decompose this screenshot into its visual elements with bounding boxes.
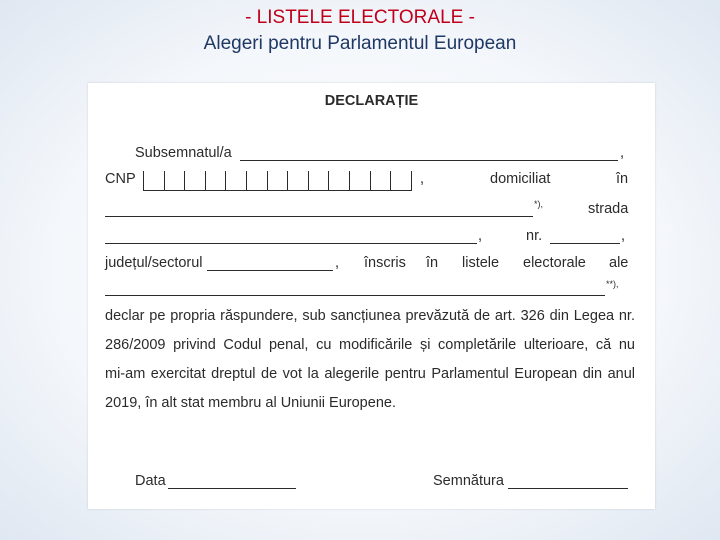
header-subtitle: Alegeri pentru Parlamentul European [203, 33, 517, 54]
signature-field-line[interactable] [508, 488, 628, 489]
number-field-line[interactable] [550, 243, 620, 244]
declaration-form [88, 83, 655, 509]
footnote-1 [534, 199, 543, 217]
declaration-body [105, 302, 635, 418]
date-field-line[interactable] [168, 488, 296, 489]
strada-text: strada [588, 201, 629, 217]
domiciliat-text: domiciliat [490, 171, 551, 187]
address-field-line[interactable] [105, 216, 533, 217]
comma: , [420, 171, 425, 187]
footnote-2-text: **), [606, 279, 619, 289]
cnp-cell[interactable] [329, 171, 350, 191]
cnp-cell[interactable] [268, 171, 289, 191]
in-text: în [426, 255, 439, 271]
cnp-cell[interactable] [144, 171, 165, 191]
cnp-cell[interactable] [391, 171, 412, 191]
electorale-text: electorale [523, 255, 586, 271]
subsemnatul-label: Subsemnatul/a [135, 145, 232, 161]
ale-text: ale [609, 255, 629, 271]
comma: , [335, 255, 340, 271]
listele-text: listele [462, 255, 500, 271]
cnp-field[interactable] [143, 171, 412, 191]
form-title: DECLARAȚIE [324, 93, 419, 109]
cnp-cell[interactable] [185, 171, 206, 191]
cnp-cell[interactable] [371, 171, 392, 191]
in-text: în [616, 171, 629, 187]
date-label: Data [135, 473, 166, 489]
cnp-cell[interactable] [206, 171, 227, 191]
inscris-text: înscris [364, 255, 406, 271]
comma: , [621, 228, 626, 244]
body-line-3: mi-am exercitat dreptul de vot la alegerile pentru Parlamentul European din anul [105, 366, 635, 382]
cnp-cell[interactable] [247, 171, 268, 191]
header-title: - LISTELE ELECTORALE - [245, 7, 475, 28]
body-line-4: 2019, în alt stat membru al Uniunii Europene. [105, 395, 396, 411]
cnp-label: CNP [105, 171, 136, 187]
cnp-cell[interactable] [309, 171, 330, 191]
body-line-2: 286/2009 privind Codul penal, cu modificările și completările ulterioare, că nu [105, 337, 635, 353]
body-line-1: declar pe propria răspundere, sub sancțiunea prevăzută de art. 326 din Legea nr. [105, 308, 635, 324]
name-field-line[interactable] [240, 160, 618, 161]
cnp-cell[interactable] [350, 171, 371, 191]
signature-label: Semnătura [433, 473, 504, 489]
cnp-cell[interactable] [165, 171, 186, 191]
country-field-line[interactable] [105, 295, 605, 296]
county-field-line[interactable] [207, 270, 333, 271]
footnote-2 [606, 279, 619, 297]
cnp-cell[interactable] [226, 171, 247, 191]
footnote-1-text: *), [534, 199, 543, 209]
comma: , [620, 145, 625, 161]
judet-label: județul/sectorul [105, 255, 203, 271]
street-field-line[interactable] [105, 243, 477, 244]
cnp-cell[interactable] [288, 171, 309, 191]
comma: , [478, 228, 483, 244]
nr-label: nr. [526, 228, 543, 244]
